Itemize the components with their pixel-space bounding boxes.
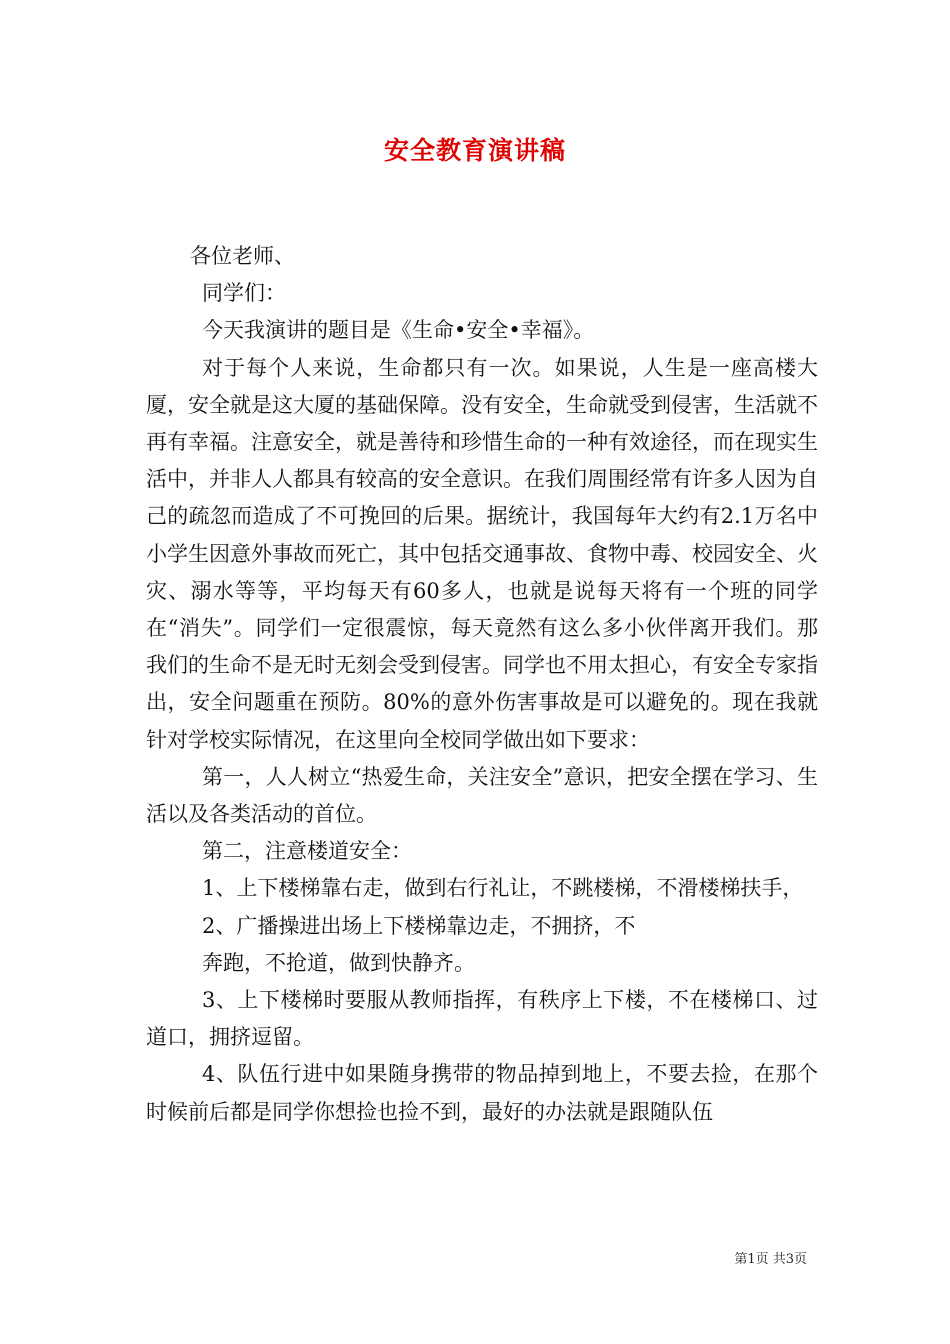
page-number: 第1页 共3页 (734, 1252, 807, 1267)
rule-item-2-line-1: 2、广播操进出场上下楼梯靠边走，不拥挤，不 (202, 913, 636, 938)
document-title: 安全教育演讲稿 (383, 136, 566, 165)
rule-item-1: 1、上下楼梯靠右走，做到右行礼让，不跳楼梯，不滑楼梯扶手， (202, 876, 804, 901)
rule-item-4: 4、队伍行进中如果随身携带的物品掉到地上，不要去捡，在那个时候前后都是同学你想捡也捡不到，最好的办法就是跟随队伍 (146, 1062, 818, 1124)
rule-item-2-line-2: 奔跑，不抢道，做到快静齐。 (202, 950, 475, 975)
rule-item-3: 3、上下楼梯时要服从教师指挥，有秩序上下楼，不在楼梯口、过道口，拥挤逗留。 (146, 988, 818, 1050)
document-body (146, 238, 818, 1131)
greeting-teachers: 各位老师、 (190, 244, 295, 268)
point-second-heading: 第二，注意楼道安全： (202, 839, 412, 864)
greeting-students: 同学们： (202, 281, 286, 306)
point-first: 第一，人人树立“热爱生命，关注安全”意识，把安全摆在学习、生活以及各类活动的首位。 (146, 764, 818, 827)
main-paragraph: 对于每个人来说，生命都只有一次。如果说，人生是一座高楼大厦，安全就是这大厦的基础保障。没有安全，生命就受到侵害，生活就不再有幸福。注意安全，就是善待和珍惜生命的一种有效途径，而在现实生活中，并非人人都具有较高的安全意识。在我们周围经常有许多人因为自己的疏忽而造成了不可挽回的后果。据统计，我国每年大约有2.1万名中小学生因意外事故而死亡，其中包括交通事故、食物中毒、校园安全、火灾、溺水等等，平均每天有60多人，也就是说每天将有一个班的同学在“消失”。同学们一定很震惊，每天竟然有这么多小伙伴离开我们。那我们的生命不是无时无刻会受到侵害。同学也不用太担心，有安全专家指出，安全问题重在预防。80%的意外伤害事故是可以避免的。现在我就针对学校实际情况，在这里向全校同学做出如下要求： (146, 355, 818, 752)
speech-topic: 今天我演讲的题目是《生命•安全•幸福》。 (202, 318, 595, 343)
